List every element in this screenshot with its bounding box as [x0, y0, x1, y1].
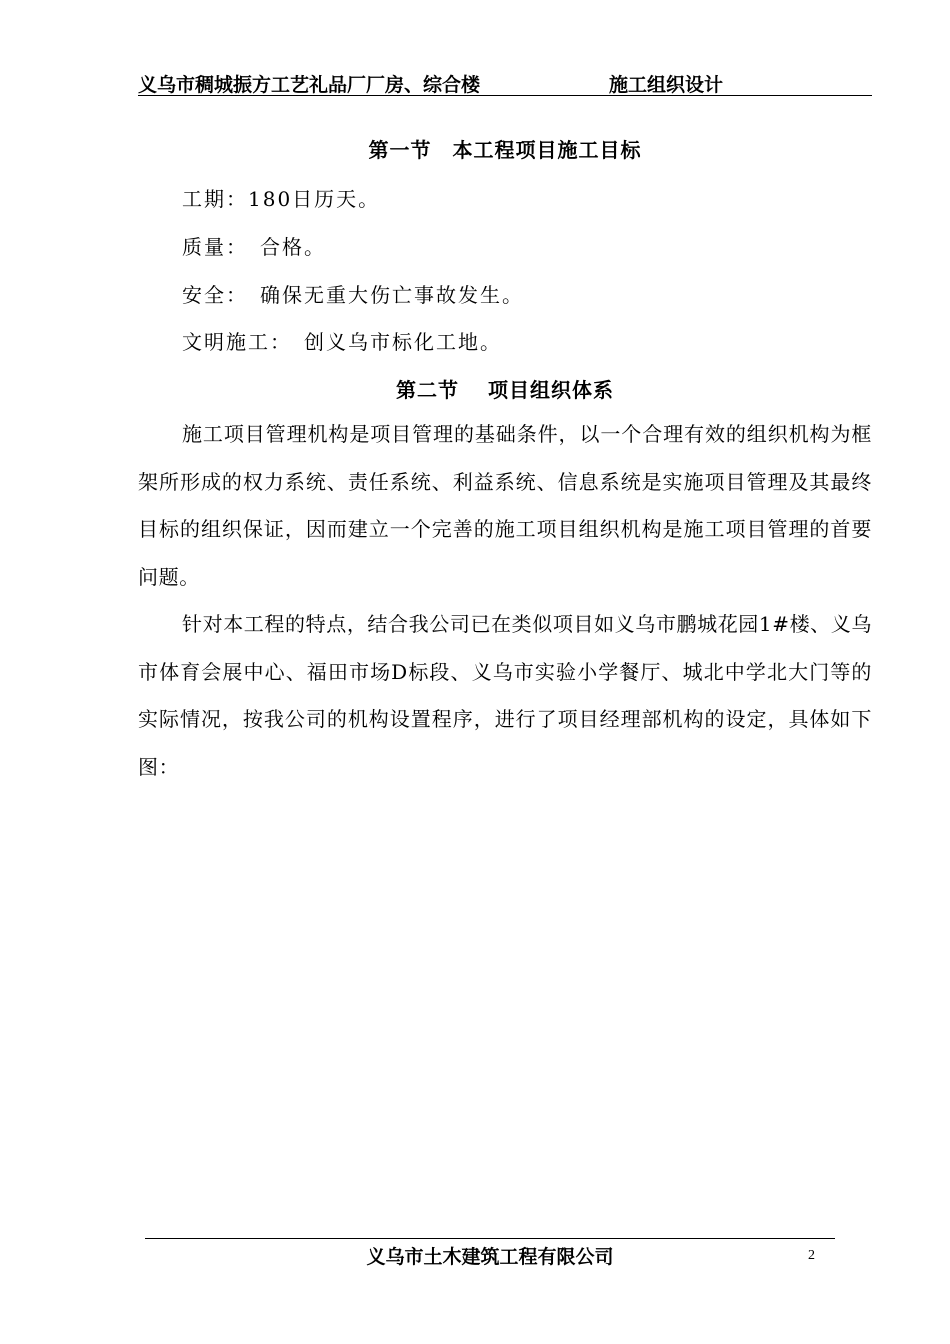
section-1-heading [138, 134, 872, 163]
footer-divider [145, 1238, 835, 1239]
footer-company-name: 义乌市土木建筑工程有限公司 [366, 1246, 614, 1268]
page-number: 2 [808, 1248, 815, 1263]
goal-schedule: 工期：180日历天。 [182, 187, 381, 211]
paragraph-project-setup: 针对本工程的特点，结合我公司已在类似项目如义乌市鹏城花园1#楼、义乌市体育会展中心、福田市场D标段、义乌市实验小学餐厅、城北中学北大门等的实际情况，按我公司的机构设置程序，进行了项目经理部机构的设定，具体如下图： [138, 612, 872, 779]
goal-safety: 安全： 确保无重大伤亡事故发生。 [182, 283, 524, 307]
section-2-heading-text: 第二节 项目组织体系 [396, 378, 614, 402]
header-project-title: 义乌市稠城振方工艺礼品厂厂房、综合楼 [138, 74, 481, 96]
page-header [138, 68, 872, 96]
section-1-heading-text: 第一节 本工程项目施工目标 [368, 138, 642, 162]
goal-quality: 质量： 合格。 [182, 235, 326, 259]
goal-civilized-construction: 文明施工： 创义乌市标化工地。 [182, 330, 502, 354]
header-document-type: 施工组织设计 [609, 74, 724, 96]
paragraph-organization: 施工项目管理机构是项目管理的基础条件，以一个合理有效的组织机构为框架所形成的权力系统、责任系统、利益系统、信息系统是实施项目管理及其最终目标的组织保证，因而建立一个完善的施工项目组织机构是施工项目管理的首要问题。 [138, 422, 872, 589]
section-2-heading [138, 374, 872, 403]
